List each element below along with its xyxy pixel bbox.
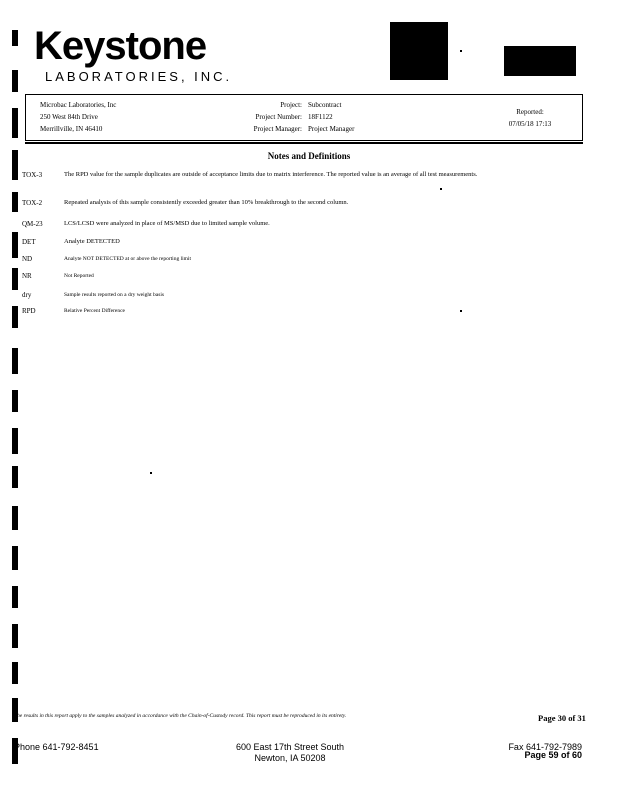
note-definition: The RPD value for the sample duplicates are outside of acceptance limits due to matrix interference. The reported value is an average of all test measurements. (64, 171, 478, 178)
speck (150, 472, 152, 474)
barcode-mark (12, 348, 18, 374)
barcode-mark (12, 624, 18, 648)
note-code: DET (22, 238, 36, 246)
note-code: RPD (22, 307, 36, 315)
reported-value: 07/05/18 17:13 (508, 120, 552, 128)
note-definition: Analyte DETECTED (64, 238, 120, 245)
phone-number: Phone 641-792-8451 (14, 742, 99, 752)
note-definition: Relative Percent Difference (64, 308, 125, 314)
note-definition: LCS/LCSD were analyzed in place of MS/MSD due to limited sample volume. (64, 220, 270, 227)
outer-page-number: Page 59 of 60 (524, 750, 582, 760)
report-disclaimer: The results in this report apply to the samples analyzed in accordance with the Chain-of-Custody record. This report must be reproduced in its entirety. (14, 713, 347, 719)
speck (440, 188, 442, 190)
note-definition: Not Reported (64, 273, 94, 279)
note-code: dry (22, 291, 32, 299)
note-code: TOX-2 (22, 199, 43, 207)
note-definition: Analyte NOT DETECTED at or above the reporting limit (64, 256, 191, 262)
project-manager-label: Project Manager: (253, 125, 302, 133)
project-number-label: Project Number: (255, 113, 302, 121)
barcode-mark (12, 30, 18, 46)
note-code: QM-23 (22, 220, 43, 228)
city-address: Newton, IA 50208 (254, 753, 326, 763)
barcode-mark (12, 108, 18, 138)
project-label: Project: (280, 101, 302, 109)
client-address-line2: Merrillville, IN 46410 (40, 125, 103, 133)
notes-title: Notes and Definitions (267, 151, 351, 161)
redaction-block (504, 46, 576, 76)
barcode-mark (12, 662, 18, 684)
note-definition: Repeated analysis of this sample consistently exceeded greater than 10% breakthrough to the second column. (64, 199, 349, 206)
barcode-mark (12, 268, 18, 290)
note-definition: Sample results reported on a dry weight basis (64, 292, 165, 298)
barcode-mark (12, 546, 18, 570)
note-code: NR (22, 272, 32, 280)
barcode-mark (12, 306, 18, 328)
company-logo: Keystone (34, 24, 207, 68)
note-code: ND (22, 255, 33, 263)
client-name: Microbac Laboratories, Inc (40, 101, 117, 109)
reported-label: Reported: (516, 108, 544, 116)
speck (460, 50, 462, 52)
inner-page-number: Page 30 of 31 (538, 713, 586, 723)
company-tagline: LABORATORIES, INC. (45, 69, 233, 84)
project-manager-value: Project Manager (308, 125, 355, 133)
project-value: Subcontract (308, 101, 342, 109)
header-underline (25, 142, 583, 144)
barcode-mark (12, 232, 18, 258)
fax-number: Fax 641-792-7989 (508, 742, 582, 752)
barcode-mark (12, 466, 18, 488)
barcode-mark (12, 506, 18, 530)
street-address: 600 East 17th Street South (235, 742, 345, 752)
barcode-mark (12, 192, 18, 212)
note-code: TOX-3 (22, 171, 43, 179)
barcode-mark (12, 70, 18, 92)
redaction-block (390, 22, 448, 80)
client-address-line1: 250 West 84th Drive (40, 113, 98, 121)
project-number-value: 18F1122 (308, 113, 333, 121)
speck (460, 310, 462, 312)
barcode-mark (12, 390, 18, 412)
barcode-mark (12, 586, 18, 608)
barcode-mark (12, 428, 18, 454)
